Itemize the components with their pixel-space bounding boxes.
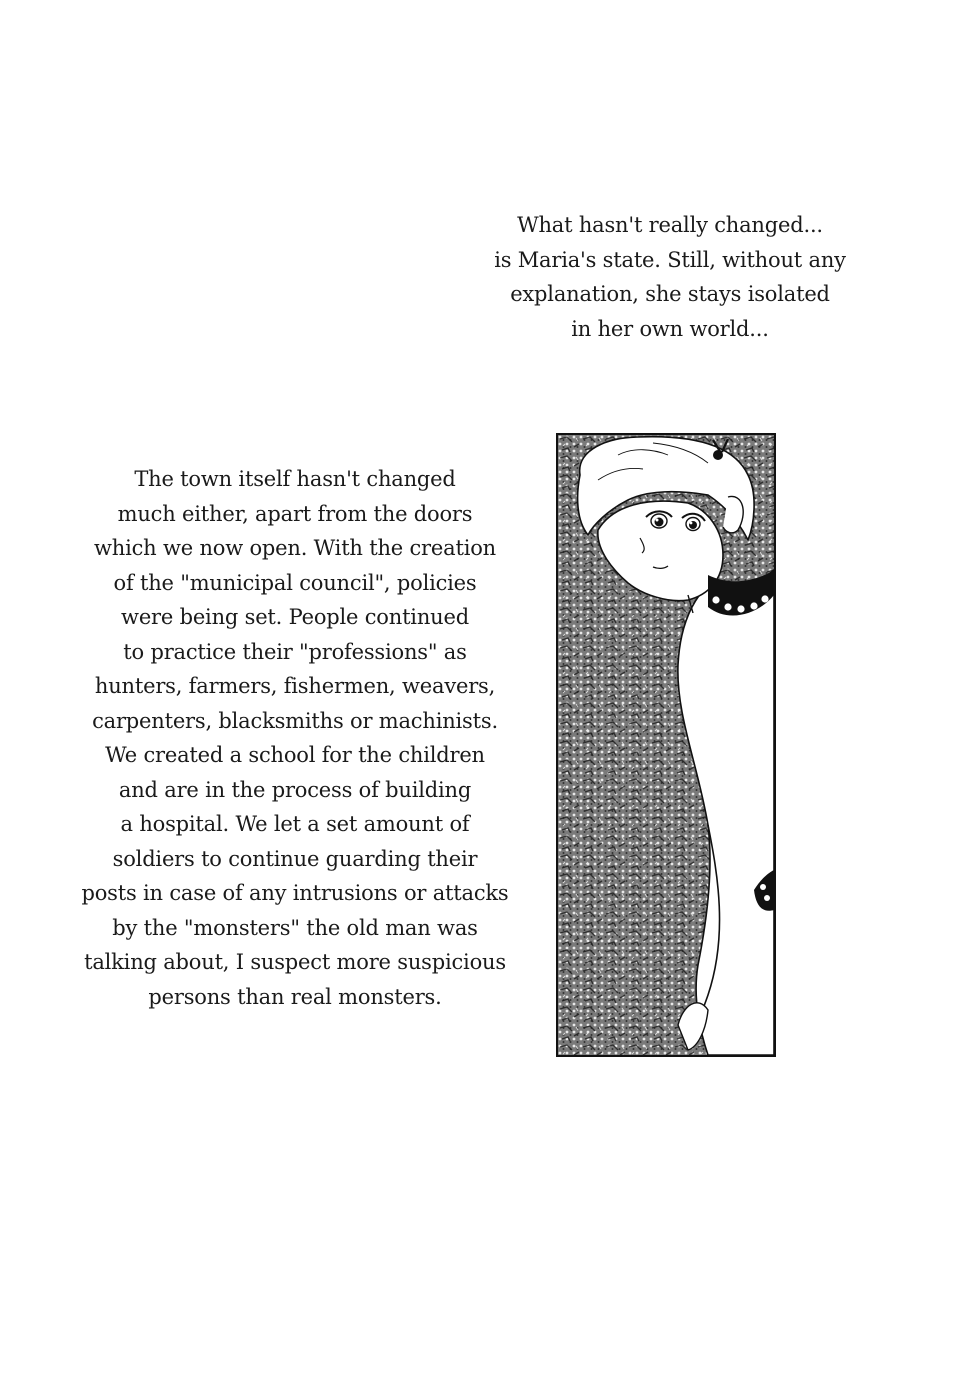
caption-town-description [70,462,520,1014]
caption-line: much either, apart from the doors [117,501,473,526]
caption-line: explanation, she stays isolated [510,282,830,306]
caption-line: persons than real monsters. [148,984,442,1009]
manga-panel [556,433,776,1057]
caption-line: by the "monsters" the old man was [112,915,478,940]
caption-line: carpenters, blacksmiths or machinists. [92,708,498,733]
caption-line: which we now open. With the creation [94,536,496,560]
caption-line: soldiers to continue guarding their [112,846,478,871]
caption-line: We created a school for the children [105,743,485,767]
caption-line: hunters, farmers, fishermen, weavers, [94,674,496,698]
maria-illustration [558,435,774,1055]
caption-line: and are in the process of building [118,777,472,802]
caption-line: in her own world... [571,316,769,341]
caption-line: talking about, I suspect more suspicious [84,950,506,974]
caption-line: a hospital. We let a set amount of [120,812,470,836]
caption-line: posts in case of any intrusions or attacks [81,881,509,905]
caption-line: were being set. People continued [121,605,469,629]
caption-line: to practice their "professions" as [123,639,467,664]
caption-maria-state [470,208,870,346]
caption-line: is Maria's state. Still, without any [494,247,846,272]
caption-line: The town itself hasn't changed [134,467,456,491]
caption-line: What hasn't really changed... [517,213,823,237]
caption-line: of the "municipal council", policies [113,570,477,595]
